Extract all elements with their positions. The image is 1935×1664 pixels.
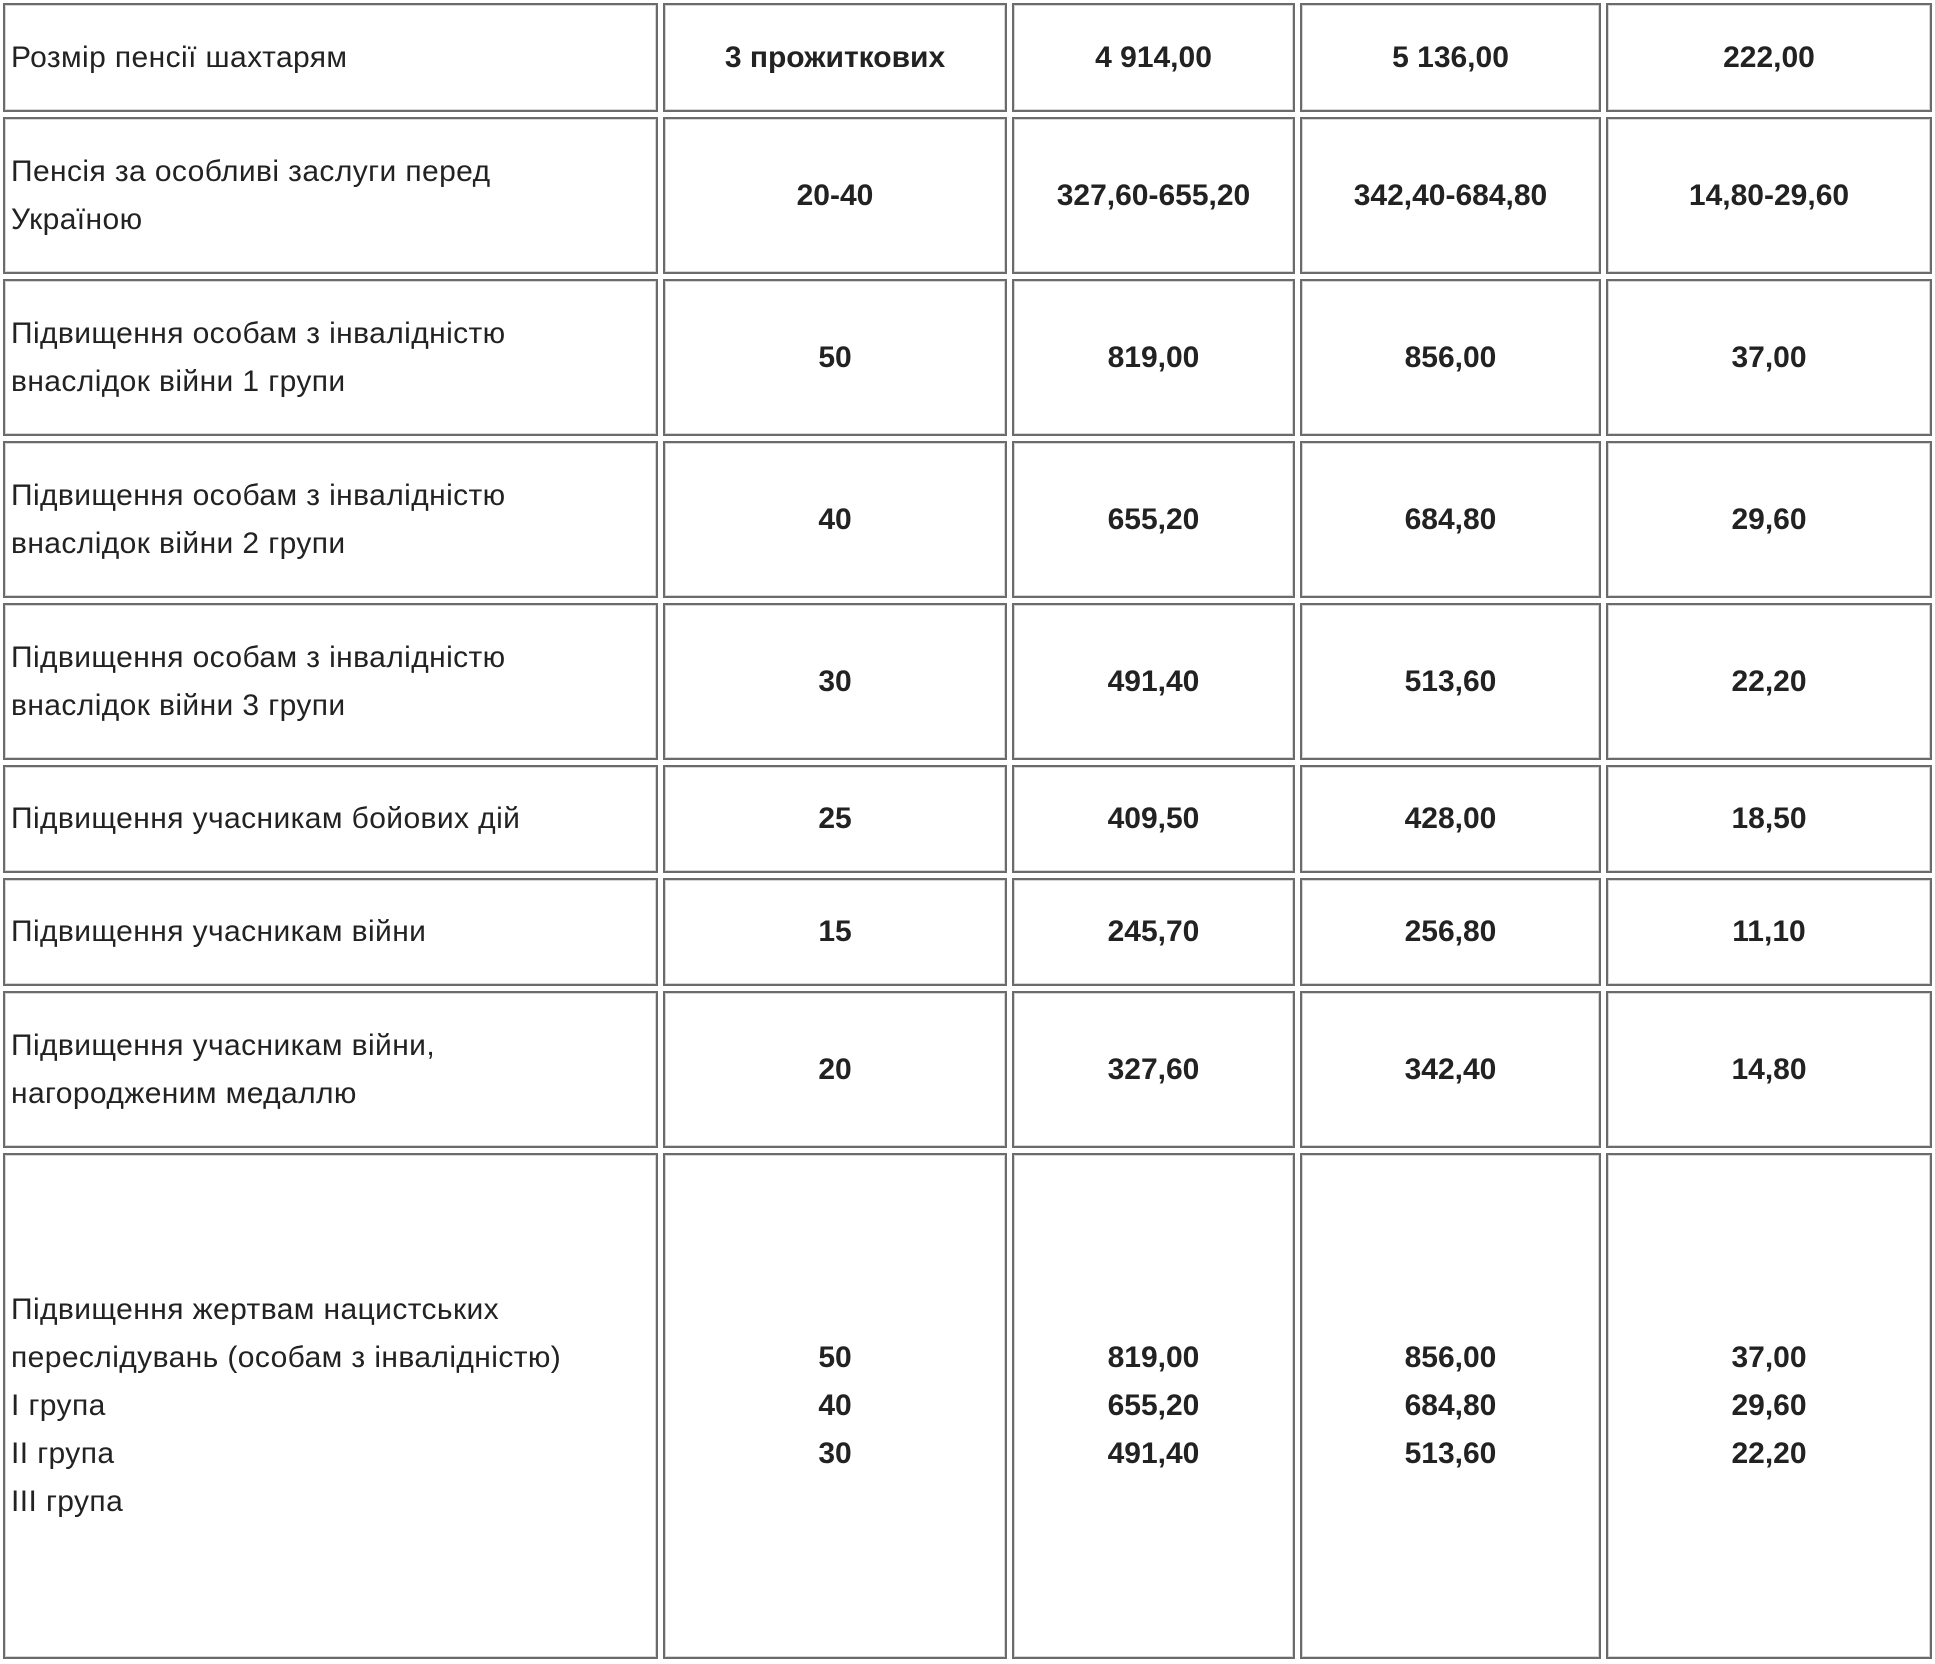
percent-cell: [663, 1153, 1007, 1659]
difference-cell: [1606, 878, 1932, 986]
difference-cell: [1606, 603, 1932, 760]
cell-line: Україною: [11, 202, 143, 236]
row-label-cell: [3, 279, 658, 436]
percent-cell: [663, 878, 1007, 986]
table-row: [3, 441, 1932, 598]
cell-line: 491,40: [1107, 664, 1200, 698]
cell-line: 30: [818, 664, 852, 698]
cell-line: 40: [818, 1389, 852, 1422]
cell-line: 222,00: [1723, 40, 1815, 74]
table-row: [3, 279, 1932, 436]
cell-line: ІІ група: [11, 1437, 115, 1470]
cell-line: 18,50: [1731, 802, 1807, 835]
old-amount-cell: [1012, 878, 1295, 986]
difference-cell: [1606, 279, 1932, 436]
row-label-cell: [3, 441, 658, 598]
old-amount-cell: [1012, 117, 1295, 274]
new-amount-cell: [1300, 117, 1601, 274]
table-row: [3, 603, 1932, 760]
difference-cell: [1606, 441, 1932, 598]
row-label-cell: [3, 3, 658, 112]
percent-cell: [663, 3, 1007, 112]
difference-cell: [1606, 1153, 1932, 1659]
cell-line: ІІІ група: [11, 1485, 124, 1518]
old-amount-cell: [1012, 441, 1295, 598]
percent-cell: [663, 603, 1007, 760]
cell-line: 513,60: [1404, 1437, 1497, 1470]
cell-line: Підвищення учасникам війни: [11, 915, 427, 948]
row-label-cell: [3, 1153, 658, 1659]
cell-line: 245,70: [1107, 915, 1200, 948]
cell-line: Розмір пенсії шахтарям: [11, 40, 348, 74]
cell-line: 40: [818, 502, 852, 536]
cell-line: внаслідок війни 3 групи: [11, 688, 346, 722]
cell-line: 342,40-684,80: [1353, 178, 1548, 212]
percent-cell: [663, 991, 1007, 1148]
new-amount-cell: [1300, 878, 1601, 986]
row-label-cell: [3, 878, 658, 986]
cell-line: 428,00: [1404, 802, 1497, 835]
cell-line: 29,60: [1731, 1389, 1807, 1422]
new-amount-cell: [1300, 1153, 1601, 1659]
row-label-cell: [3, 991, 658, 1148]
cell-line: 327,60-655,20: [1056, 178, 1251, 212]
cell-line: 14,80-29,60: [1688, 178, 1850, 212]
cell-line: 856,00: [1404, 340, 1497, 374]
cell-line: 342,40: [1404, 1052, 1497, 1086]
cell-line: 856,00: [1404, 1341, 1497, 1374]
cell-line: нагородженим медаллю: [11, 1076, 357, 1110]
cell-line: 22,20: [1731, 664, 1807, 698]
cell-line: 25: [818, 802, 852, 835]
table-body: [3, 3, 1932, 1659]
difference-cell: [1606, 765, 1932, 873]
old-amount-cell: [1012, 1153, 1295, 1659]
difference-cell: [1606, 991, 1932, 1148]
new-amount-cell: [1300, 441, 1601, 598]
old-amount-cell: [1012, 279, 1295, 436]
percent-cell: [663, 441, 1007, 598]
cell-line: 819,00: [1107, 1341, 1200, 1374]
cell-line: 29,60: [1731, 502, 1807, 536]
difference-cell: [1606, 117, 1932, 274]
cell-line: 14,80: [1731, 1052, 1807, 1086]
table-row: [3, 117, 1932, 274]
cell-line: Підвищення жертвам нацистських: [11, 1293, 500, 1326]
table-row: [3, 765, 1932, 873]
difference-cell: [1606, 3, 1932, 112]
cell-line: 684,80: [1404, 1389, 1497, 1422]
percent-cell: [663, 117, 1007, 274]
cell-line: 22,20: [1731, 1437, 1807, 1470]
old-amount-cell: [1012, 3, 1295, 112]
new-amount-cell: [1300, 765, 1601, 873]
old-amount-cell: [1012, 765, 1295, 873]
cell-line: 5 136,00: [1392, 40, 1509, 74]
cell-line: внаслідок війни 2 групи: [11, 526, 346, 560]
new-amount-cell: [1300, 279, 1601, 436]
percent-cell: [663, 765, 1007, 873]
cell-line: 409,50: [1107, 802, 1200, 835]
cell-line: 3 прожиткових: [724, 40, 946, 74]
cell-line: І група: [11, 1389, 106, 1422]
cell-line: 37,00: [1731, 340, 1807, 374]
new-amount-cell: [1300, 3, 1601, 112]
old-amount-cell: [1012, 603, 1295, 760]
cell-line: 11,10: [1732, 915, 1806, 948]
row-label-cell: [3, 117, 658, 274]
table-row: [3, 1153, 1932, 1659]
cell-line: Підвищення особам з інвалідністю: [11, 478, 506, 512]
cell-line: 819,00: [1107, 340, 1200, 374]
cell-line: 4 914,00: [1095, 40, 1212, 74]
percent-cell: [663, 279, 1007, 436]
new-amount-cell: [1300, 603, 1601, 760]
row-label-cell: [3, 603, 658, 760]
old-amount-cell: [1012, 991, 1295, 1148]
cell-line: переслідувань (особам з інвалідністю): [11, 1341, 562, 1374]
table-row: [3, 878, 1932, 986]
cell-line: 37,00: [1731, 1341, 1807, 1374]
new-amount-cell: [1300, 991, 1601, 1148]
cell-line: 327,60: [1107, 1052, 1200, 1086]
cell-line: 15: [818, 915, 852, 948]
cell-line: Підвищення особам з інвалідністю: [11, 316, 506, 350]
cell-line: 30: [818, 1437, 852, 1470]
cell-line: 513,60: [1404, 664, 1497, 698]
cell-line: Пенсія за особливі заслуги перед: [11, 154, 491, 188]
cell-line: Підвищення особам з інвалідністю: [11, 640, 506, 674]
table-row: [3, 3, 1932, 112]
cell-line: 20-40: [796, 178, 874, 212]
cell-line: Підвищення учасникам війни,: [11, 1028, 436, 1062]
cell-line: 655,20: [1107, 502, 1200, 536]
table-row: [3, 991, 1932, 1148]
cell-line: 655,20: [1107, 1389, 1200, 1422]
cell-line: 491,40: [1107, 1437, 1200, 1470]
cell-line: Підвищення учасникам бойових дій: [11, 802, 521, 835]
cell-line: 50: [818, 1341, 852, 1374]
cell-line: внаслідок війни 1 групи: [11, 364, 346, 398]
cell-line: 50: [818, 340, 852, 374]
cell-line: 20: [818, 1052, 852, 1086]
cell-line: 684,80: [1404, 502, 1497, 536]
cell-line: 256,80: [1404, 915, 1497, 948]
row-label-cell: [3, 765, 658, 873]
